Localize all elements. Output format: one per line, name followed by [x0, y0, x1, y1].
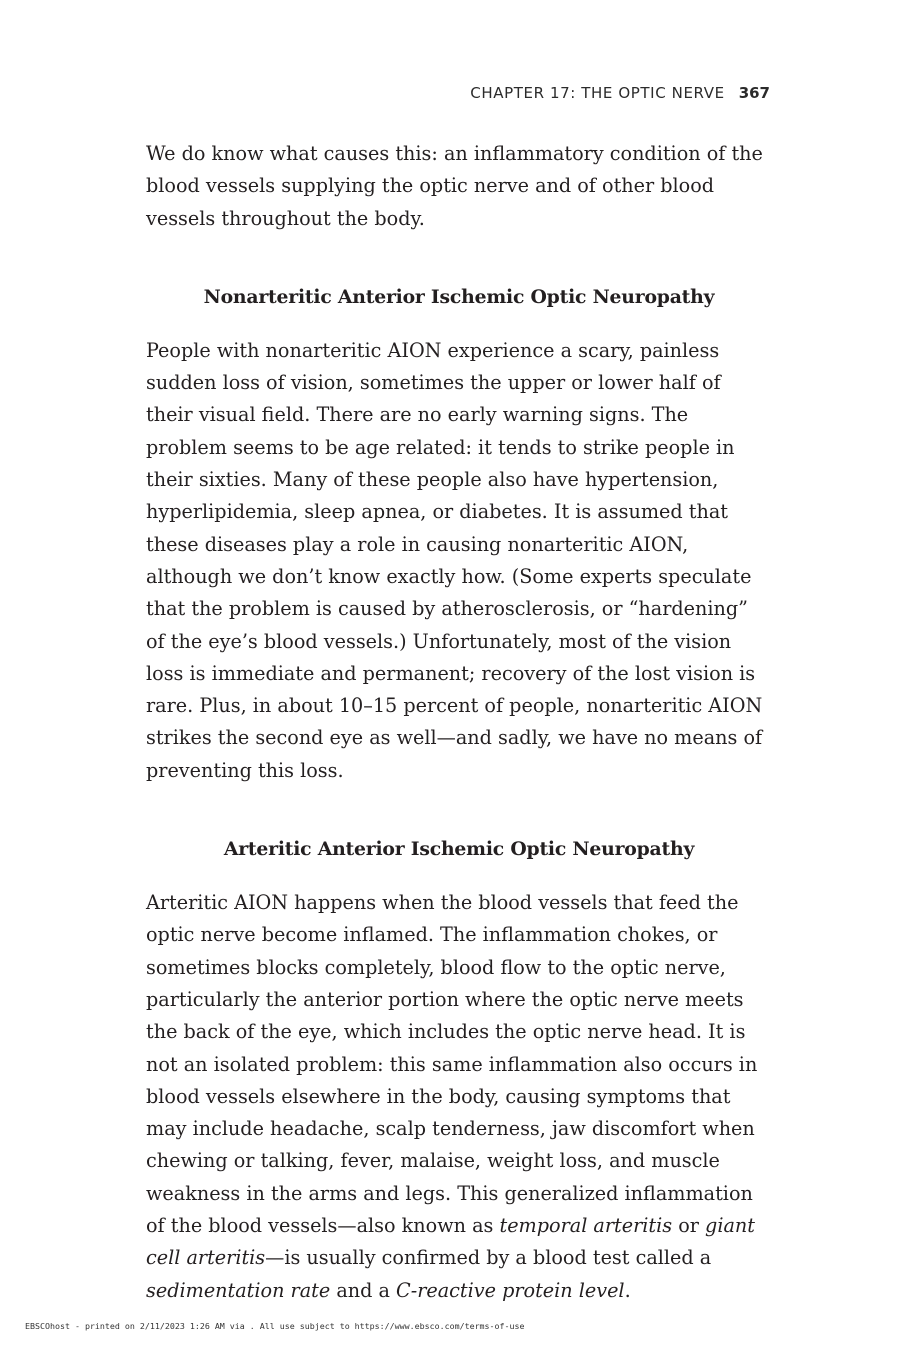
arteritic-text-2: or — [672, 1214, 706, 1238]
arteritic-paragraph — [146, 887, 772, 1307]
term-c-reactive-protein: C-reactive protein level — [396, 1278, 625, 1302]
arteritic-text-5: . — [624, 1278, 631, 1302]
term-temporal-arteritis: temporal arteritis — [499, 1214, 673, 1238]
section-heading-nonarteritic: Nonarteritic Anterior Ischemic Optic Neuropathy — [203, 285, 715, 308]
text-block — [146, 138, 772, 1307]
arteritic-text-1: Arteritic AION happens when the blood vessels that feed the optic nerve become inflamed. The inflammation chokes, or sometimes blocks completely, blood flow to the optic nerve, particularly the anterior portion where the optic nerve meets the back of the eye, which includes the optic nerve head. It is not an isolated problem: this same inflammation also occurs in blood vessels elsewhere in the body, causing symptoms that may include headache, scalp tenderness, jaw discomfort when chewing or talking, fever, malaise, weight loss, and muscle weakness in the arms and legs. This generalized inflammation of the blood vessels—also known as — [146, 891, 758, 1238]
section-heading-arteritic: Arteritic Anterior Ischemic Optic Neuropathy — [223, 838, 695, 861]
page-number: 367 — [738, 84, 770, 102]
print-footer: EBSCOhost - printed on 2/11/2023 1:26 AM via . All use subject to https://www.ebsco.com/terms-of-use — [25, 1321, 525, 1331]
arteritic-text-4: and a — [330, 1278, 397, 1302]
term-giant-cell-arteritis: giant cell arteritis — [146, 1214, 755, 1270]
nonarteritic-paragraph: People with nonarteritic AION experience a scary, painless sudden loss of vision, sometimes the upper or lower half of their visual field. There are no early warning signs. The problem seems to be age related: it tends to strike people in their sixties. Many of these people also have hypertension, hyperlipidemia, sleep apnea, or diabetes. It is assumed that these diseases play a role in causing nonarteritic AION, although we don’t know exactly how. (Some experts speculate that the problem is caused by atherosclerosis, or “hardening” of the eye’s blood vessels.) Unfortunately, most of the vision loss is immediate and permanent; recovery of the lost vision is rare. Plus, in about 10–15 percent of people, nonarteritic AION strikes the second eye as well—and sadly, we have no means of preventing this loss. — [146, 338, 763, 782]
term-sedimentation-rate: sedimentation rate — [146, 1278, 331, 1302]
running-head — [470, 84, 770, 102]
arteritic-text-3: —is usually confirmed by a blood test called a — [265, 1246, 712, 1270]
intro-paragraph: We do know what causes this: an inflammatory condition of the blood vessels supplying the optic nerve and of other blood vessels throughout the body. — [146, 142, 763, 230]
chapter-title: CHAPTER 17: THE OPTIC NERVE — [470, 84, 725, 102]
